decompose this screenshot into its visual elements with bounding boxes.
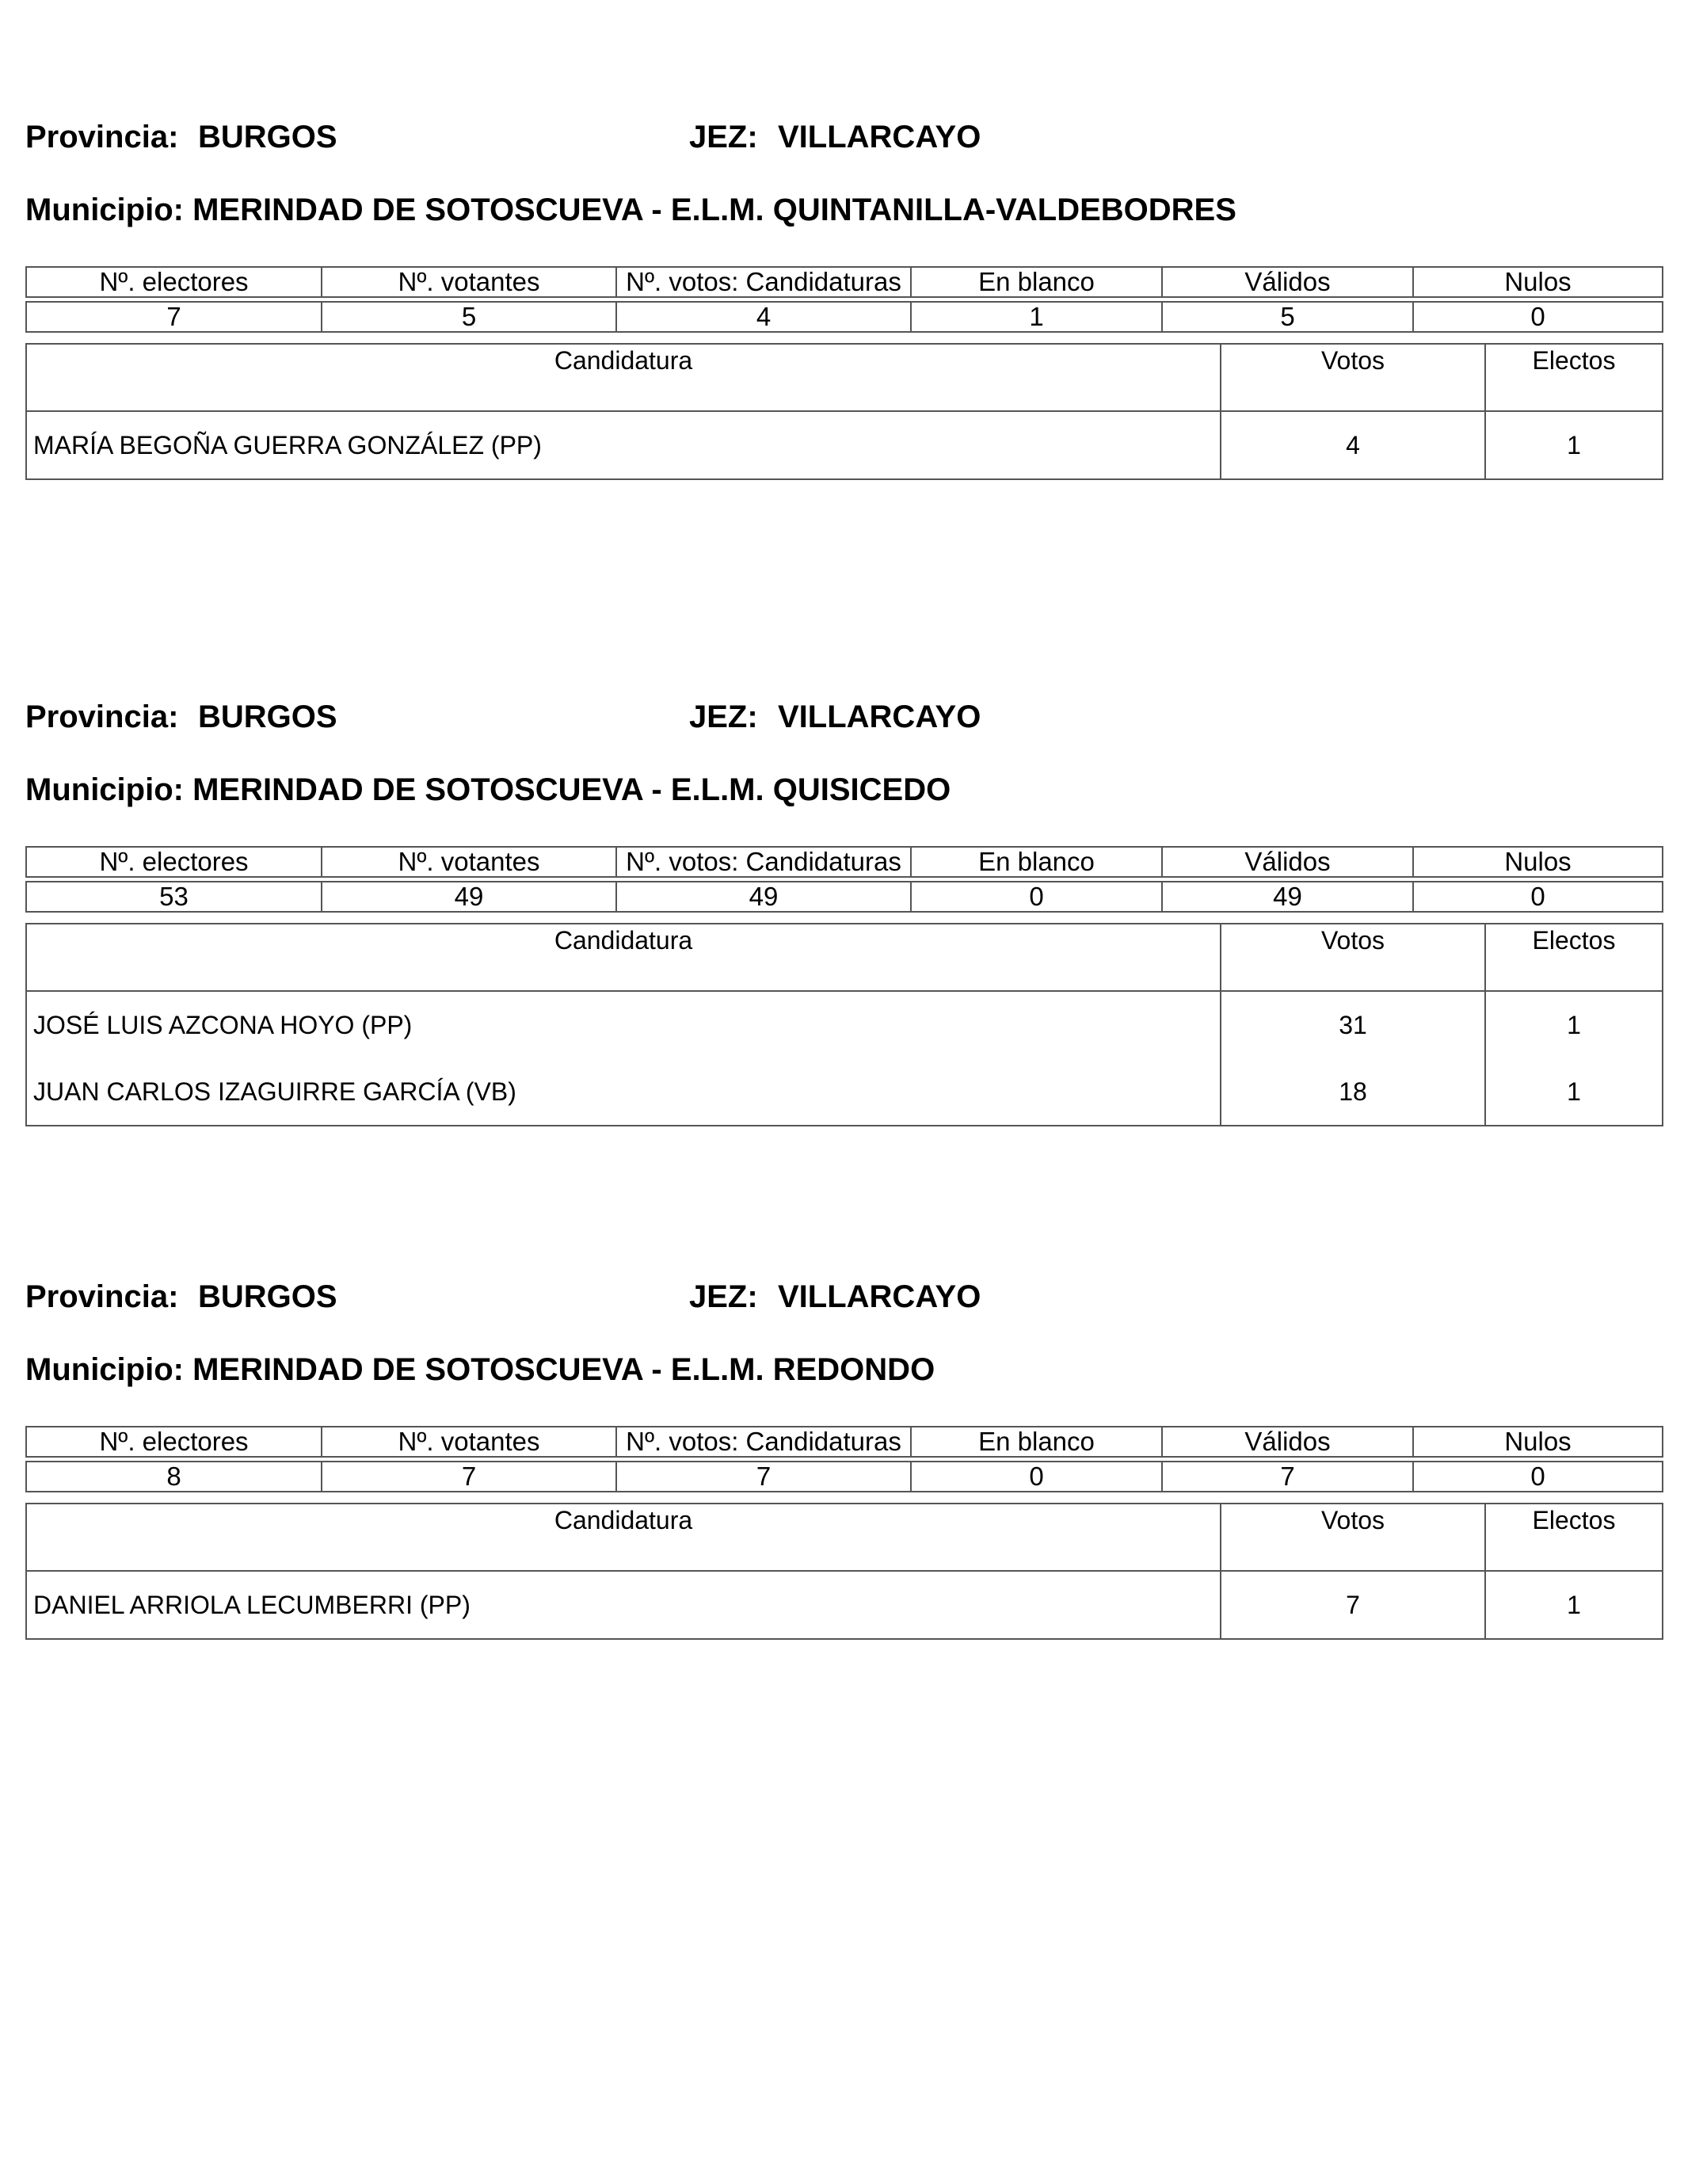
stats-value-votantes: 5 <box>322 302 616 332</box>
stats-header-en-blanco: En blanco <box>911 267 1162 297</box>
municipio-line <box>25 186 1236 234</box>
stats-value-nulos: 0 <box>1413 1462 1663 1492</box>
municipio-value: MERINDAD DE SOTOSCUEVA - E.L.M. REDONDO <box>192 1352 935 1387</box>
votos-header: Votos <box>1221 344 1485 411</box>
municipio-value: MERINDAD DE SOTOSCUEVA - E.L.M. QUINTANILLA-VALDEBODRES <box>192 192 1236 227</box>
votos-header: Votos <box>1221 1504 1485 1571</box>
municipio-value: MERINDAD DE SOTOSCUEVA - E.L.M. QUISICEDO <box>192 772 951 807</box>
stats-value-votos-candidaturas: 4 <box>616 302 911 332</box>
candidate-name: JUAN CARLOS IZAGUIRRE GARCÍA (VB) <box>26 1058 1221 1126</box>
municipio-label: Municipio: <box>25 192 184 227</box>
stats-value-electores: 53 <box>26 882 322 912</box>
candidate-votos: 18 <box>1221 1058 1485 1126</box>
candidate-electos: 1 <box>1485 991 1663 1058</box>
stats-value-votantes: 7 <box>322 1462 616 1492</box>
candidatura-header: Candidatura <box>26 1504 1221 1571</box>
jez-label: JEZ: <box>689 120 758 154</box>
electos-header: Electos <box>1485 1504 1663 1571</box>
stats-value-row <box>26 1462 1663 1492</box>
candidate-votos: 7 <box>1221 1571 1485 1639</box>
candidates-header-row <box>26 1504 1663 1571</box>
candidates-header-row <box>26 344 1663 411</box>
stats-value-en-blanco: 0 <box>911 882 1162 912</box>
stats-header-row <box>26 267 1663 297</box>
stats-value-en-blanco: 0 <box>911 1462 1162 1492</box>
candidate-row <box>26 411 1663 479</box>
jez-label: JEZ: <box>689 1279 758 1314</box>
stats-value-votos-candidaturas: 7 <box>616 1462 911 1492</box>
stats-value-en-blanco: 1 <box>911 302 1162 332</box>
candidate-row <box>26 1571 1663 1639</box>
candidatura-header: Candidatura <box>26 344 1221 411</box>
stats-header-en-blanco: En blanco <box>911 847 1162 877</box>
stats-header-electores: Nº. electores <box>26 847 322 877</box>
candidates-header-row <box>26 924 1663 991</box>
candidate-name: JOSÉ LUIS AZCONA HOYO (PP) <box>26 991 1221 1058</box>
provincia-value: BURGOS <box>198 120 337 154</box>
candidate-row <box>26 1058 1663 1126</box>
stats-header-row <box>26 1427 1663 1457</box>
provincia-value: BURGOS <box>198 699 337 734</box>
stats-table <box>25 1426 1663 1492</box>
stats-header-votantes: Nº. votantes <box>322 1427 616 1457</box>
candidates-table <box>25 1503 1663 1640</box>
jez-label: JEZ: <box>689 699 758 734</box>
candidate-electos: 1 <box>1485 411 1663 479</box>
stats-header-nulos: Nulos <box>1413 267 1663 297</box>
candidates-table <box>25 343 1663 480</box>
electos-header: Electos <box>1485 344 1663 411</box>
stats-header-electores: Nº. electores <box>26 1427 322 1457</box>
stats-value-votantes: 49 <box>322 882 616 912</box>
stats-header-en-blanco: En blanco <box>911 1427 1162 1457</box>
candidate-name: DANIEL ARRIOLA LECUMBERRI (PP) <box>26 1571 1221 1639</box>
stats-header-validos: Válidos <box>1162 1427 1413 1457</box>
candidate-votos: 31 <box>1221 991 1485 1058</box>
header-line <box>25 1273 1662 1321</box>
header-line <box>25 693 1662 741</box>
stats-table <box>25 846 1663 913</box>
stats-header-row <box>26 847 1663 877</box>
stats-value-row <box>26 882 1663 912</box>
electos-header: Electos <box>1485 924 1663 991</box>
stats-value-electores: 7 <box>26 302 322 332</box>
jez-value: VILLARCAYO <box>778 699 981 734</box>
candidate-row <box>26 991 1663 1058</box>
stats-header-votos-candidaturas: Nº. votos: Candidaturas <box>616 847 911 877</box>
stats-header-nulos: Nulos <box>1413 1427 1663 1457</box>
jez-value: VILLARCAYO <box>778 120 981 154</box>
provincia-label: Provincia: <box>25 120 179 154</box>
votos-header: Votos <box>1221 924 1485 991</box>
candidate-electos: 1 <box>1485 1571 1663 1639</box>
stats-header-validos: Válidos <box>1162 267 1413 297</box>
municipio-line <box>25 1346 935 1393</box>
stats-value-electores: 8 <box>26 1462 322 1492</box>
stats-header-electores: Nº. electores <box>26 267 322 297</box>
stats-header-votos-candidaturas: Nº. votos: Candidaturas <box>616 267 911 297</box>
stats-header-votos-candidaturas: Nº. votos: Candidaturas <box>616 1427 911 1457</box>
provincia-value: BURGOS <box>198 1279 337 1314</box>
stats-header-validos: Válidos <box>1162 847 1413 877</box>
header-line <box>25 113 1662 161</box>
stats-value-validos: 5 <box>1162 302 1413 332</box>
provincia-label: Provincia: <box>25 699 179 734</box>
candidates-table <box>25 923 1663 1126</box>
stats-table <box>25 266 1663 333</box>
stats-value-validos: 7 <box>1162 1462 1413 1492</box>
municipio-line <box>25 766 951 814</box>
stats-value-row <box>26 302 1663 332</box>
stats-header-votantes: Nº. votantes <box>322 267 616 297</box>
candidate-electos: 1 <box>1485 1058 1663 1126</box>
provincia-label: Provincia: <box>25 1279 179 1314</box>
jez-value: VILLARCAYO <box>778 1279 981 1314</box>
candidatura-header: Candidatura <box>26 924 1221 991</box>
candidate-name: MARÍA BEGOÑA GUERRA GONZÁLEZ (PP) <box>26 411 1221 479</box>
stats-value-nulos: 0 <box>1413 882 1663 912</box>
stats-header-nulos: Nulos <box>1413 847 1663 877</box>
stats-header-votantes: Nº. votantes <box>322 847 616 877</box>
municipio-label: Municipio: <box>25 1352 184 1387</box>
stats-value-validos: 49 <box>1162 882 1413 912</box>
stats-value-nulos: 0 <box>1413 302 1663 332</box>
municipio-label: Municipio: <box>25 772 184 807</box>
stats-value-votos-candidaturas: 49 <box>616 882 911 912</box>
candidate-votos: 4 <box>1221 411 1485 479</box>
